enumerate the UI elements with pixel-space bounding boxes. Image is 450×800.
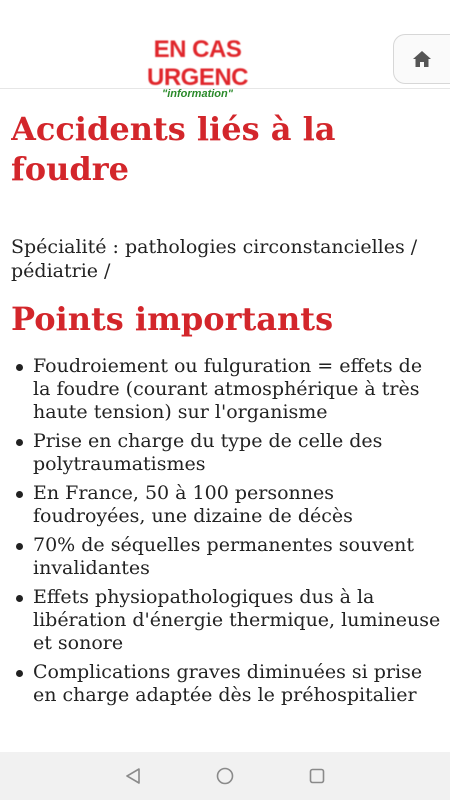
list-item: Effets physiopathologiques dus à la libération d'énergie thermique, lumineuse et sonore <box>33 586 441 654</box>
list-item: Complications graves diminuées si prise en charge adaptée dès le préhospitalier <box>33 661 441 707</box>
section-title: Points importants <box>11 300 334 338</box>
logo-title: EN CAS URGENC <box>146 36 248 91</box>
back-button[interactable] <box>121 764 145 788</box>
list-item: Prise en charge du type de celle des polytraumatismes <box>33 430 441 476</box>
app-header <box>0 0 450 100</box>
recents-button[interactable] <box>305 764 329 788</box>
list-item: En France, 50 à 100 personnes foudroyées, une dizaine de décès <box>33 482 441 528</box>
home-icon <box>412 50 432 68</box>
home-button[interactable] <box>393 34 450 84</box>
specialite-text: Spécialité : pathologies circonstancielles / pédiatrie / <box>11 236 418 282</box>
back-triangle-icon <box>124 767 142 785</box>
article-content <box>11 88 441 752</box>
home-nav-button[interactable] <box>213 764 237 788</box>
system-navigation-bar <box>0 752 450 800</box>
recents-square-icon <box>308 767 326 785</box>
list-item: 70% de séquelles permanentes souvent invalidantes <box>33 534 441 580</box>
logo[interactable] <box>105 36 290 100</box>
logo-subtitle: "information" <box>162 88 233 100</box>
list-item: Foudroiement ou fulguration = effets de la foudre (courant atmosphérique à très haute tension) sur l'organisme <box>33 355 441 424</box>
points-list <box>11 355 441 707</box>
home-circle-icon <box>215 766 235 786</box>
page-title: Accidents liés à la foudre <box>11 110 336 188</box>
